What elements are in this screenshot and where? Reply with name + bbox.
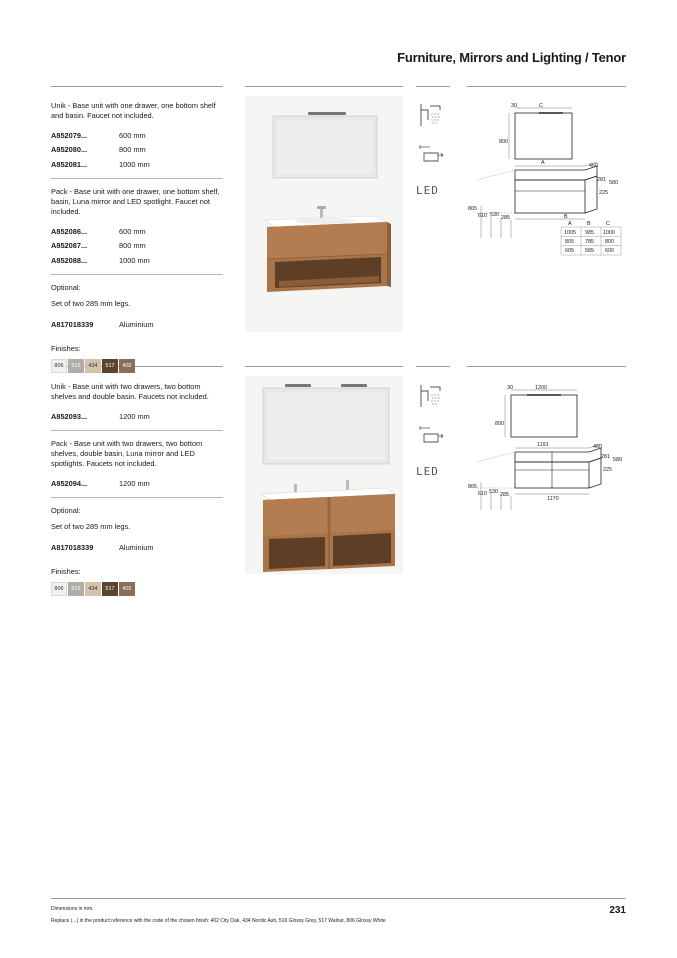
divider (51, 178, 223, 179)
footer-rule (51, 898, 626, 899)
finish-swatch-434: 434 (85, 359, 101, 373)
dim-1200: 1200 (535, 385, 547, 391)
dim-530: 530 (489, 489, 498, 495)
dim-580: 580 (609, 180, 618, 186)
ref-size: 1200 mm (119, 411, 150, 421)
product-info-1 (51, 101, 223, 373)
column-rule (467, 86, 626, 87)
optional-label: Optional: (51, 283, 81, 293)
ref-row (51, 143, 223, 158)
feature-icons-1 (416, 100, 450, 197)
ref-size: 600 mm (119, 226, 146, 236)
table-cell: 600 (605, 248, 614, 254)
ref-code: A852088... (51, 255, 88, 265)
ref-size: 800 mm (119, 241, 146, 251)
ref-code: A817018339 (51, 319, 94, 329)
footer-finish-note: Replace (...) in the product reference with the code of the chosen finish: 402 City Oak, 434 Nordic Ash, 516 Glossy Grey, 517 Walnut, 806 Glossy White (51, 918, 386, 924)
finish-swatch-516: 516 (68, 359, 84, 373)
divider (51, 497, 223, 498)
dim-225: 225 (603, 467, 612, 473)
table-head-b: B (587, 221, 591, 227)
ref-size: 1200 mm (119, 478, 150, 488)
dim-225: 225 (599, 190, 608, 196)
ref-code: A817018339 (51, 542, 94, 552)
divider (51, 430, 223, 431)
ref-size: 1000 mm (119, 159, 150, 169)
led-label: LED (416, 465, 439, 478)
ref-row (51, 254, 223, 269)
ref-row (51, 239, 223, 254)
unik-description: Unik - Base unit with one drawer, one bottom shelf and basin. Faucet not included. (51, 101, 216, 121)
ref-code: A852093... (51, 411, 88, 421)
page-title: Furniture, Mirrors and Lighting / Tenor (397, 50, 626, 65)
ref-row (51, 409, 223, 424)
ref-code: A852080... (51, 145, 88, 155)
dim-580: 580 (613, 457, 622, 463)
ref-row (51, 128, 223, 143)
dim-30: 30 (511, 103, 517, 109)
optional-label: Optional: (51, 506, 81, 516)
finish-swatches (51, 359, 223, 373)
finish-swatch-806: 806 (51, 582, 67, 596)
divider (51, 274, 223, 275)
dim-b: B (564, 214, 568, 220)
table-head-a: A (568, 221, 572, 227)
ref-row (51, 477, 223, 492)
dim-285: 285 (501, 215, 510, 221)
dim-281: 281 (601, 454, 610, 460)
ref-code: A852081... (51, 159, 88, 169)
ref-code: A852087... (51, 241, 88, 251)
table-cell: 800 (605, 239, 614, 245)
optional-text: Set of two 285 mm legs. (51, 299, 131, 309)
product-photo-1 (245, 96, 403, 332)
finish-swatch-516: 516 (68, 582, 84, 596)
soft-close-drawer-icon (416, 139, 446, 169)
ref-name: Aluminium (119, 319, 154, 329)
pack-description: Pack - Base unit with one drawer, one bottom shelf, basin, Luna mirror and LED spotlight. Faucet not included. (51, 186, 220, 217)
finish-swatch-402: 402 (119, 359, 135, 373)
column-rule (245, 366, 403, 367)
dim-530: 530 (490, 212, 499, 218)
product-info-2 (51, 382, 223, 596)
dim-1191: 1191 (537, 442, 549, 448)
dim-30: 30 (507, 385, 513, 391)
pack-description: Pack - Base unit with two drawers, two bottom shelves, double basin, Luna mirror and LED spotlights. Faucets not included. (51, 438, 203, 469)
dim-610: 610 (478, 491, 487, 497)
dim-281: 281 (597, 177, 606, 183)
technical-drawing-2 (467, 380, 627, 515)
dim-865: 865 (468, 206, 477, 212)
table-cell: 585 (585, 248, 594, 254)
dim-865: 865 (468, 484, 477, 490)
table-cell: 1005 (564, 230, 576, 236)
finishes-label: Finishes: (51, 566, 81, 576)
soft-close-drawer-icon (416, 420, 446, 450)
table-cell: 605 (565, 248, 574, 254)
ref-row (51, 540, 223, 555)
dim-800: 800 (499, 139, 508, 145)
ref-size: 1000 mm (119, 255, 150, 265)
dim-1170: 1170 (547, 496, 559, 502)
ref-code: A852079... (51, 130, 88, 140)
table-head-c: C (606, 221, 610, 227)
finish-swatch-806: 806 (51, 359, 67, 373)
page-number: 231 (609, 905, 626, 916)
dim-c-top: C (539, 103, 543, 109)
dim-610: 610 (478, 213, 487, 219)
ref-code: A852086... (51, 226, 88, 236)
ref-row (51, 225, 223, 240)
table-cell: 805 (565, 239, 574, 245)
unik-description: Unik - Base unit with two drawers, two bottom shelves and double basin. Faucets not included. (51, 382, 209, 402)
column-rule (416, 366, 450, 367)
ref-size: 600 mm (119, 130, 146, 140)
feature-icons-2 (416, 381, 450, 478)
finish-swatch-434: 434 (85, 582, 101, 596)
ref-name: Aluminium (119, 542, 154, 552)
column-rule (416, 86, 450, 87)
column-rule (467, 366, 626, 367)
table-cell: 985 (585, 230, 594, 236)
ref-code: A852094... (51, 478, 88, 488)
technical-drawing-1 (467, 98, 627, 263)
dim-460: 460 (593, 444, 602, 450)
column-rule (51, 86, 223, 87)
table-cell: 1000 (603, 230, 615, 236)
ref-row (51, 317, 223, 332)
finish-swatches (51, 582, 223, 596)
column-rule (245, 86, 403, 87)
finish-swatch-517: 517 (102, 582, 118, 596)
spotlight-icon (416, 381, 446, 411)
optional-text: Set of two 285 mm legs. (51, 522, 131, 532)
spotlight-icon (416, 100, 446, 130)
dim-460: 460 (589, 163, 598, 169)
finish-swatch-402: 402 (119, 582, 135, 596)
footer-dimensions-note: Dimensions in mm. (51, 906, 94, 912)
led-label: LED (416, 184, 439, 197)
dimension-table (561, 221, 621, 255)
table-cell: 785 (585, 239, 594, 245)
ref-size: 800 mm (119, 145, 146, 155)
dim-285: 285 (500, 492, 509, 498)
dim-800: 800 (495, 421, 504, 427)
finish-swatch-517: 517 (102, 359, 118, 373)
product-photo-2 (245, 376, 403, 574)
ref-row (51, 157, 223, 172)
dim-a: A (541, 160, 545, 166)
finishes-label: Finishes: (51, 343, 81, 353)
